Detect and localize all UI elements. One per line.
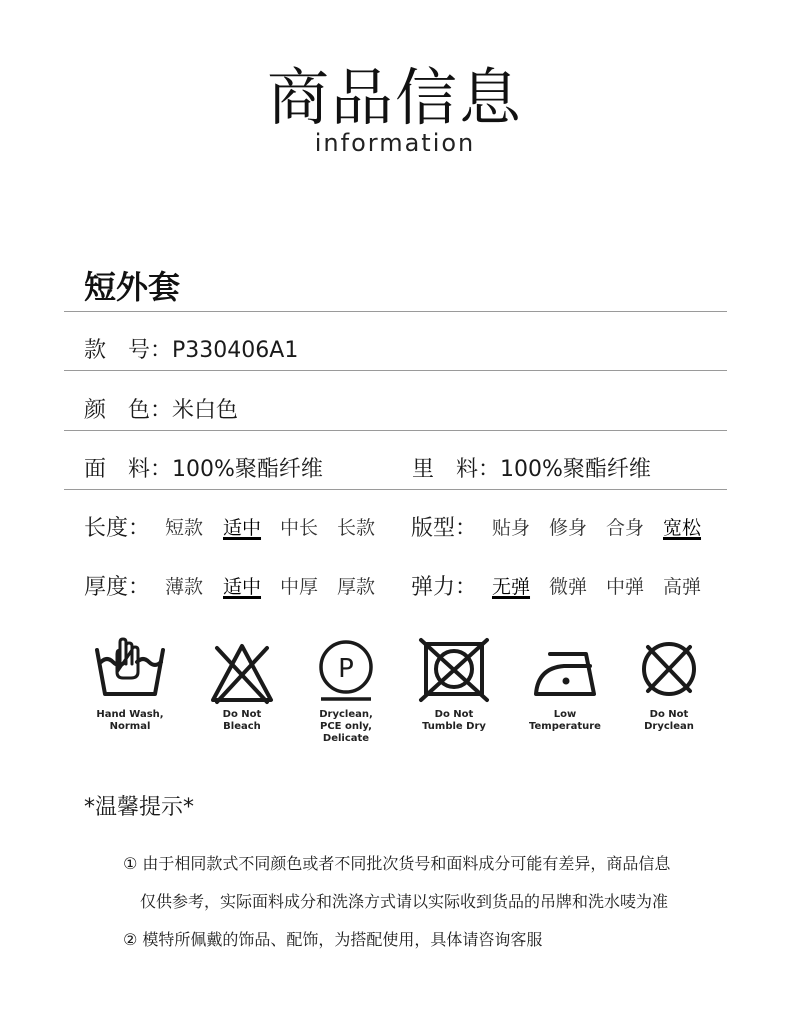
option-fit-0: 贴身	[492, 517, 531, 539]
low-temperature-iron-icon	[530, 638, 604, 710]
attr-label-thickness: 厚度：	[84, 575, 151, 600]
spec-row-fabric	[84, 455, 323, 485]
care-label-low-temperature: Low Temperature	[529, 709, 601, 732]
option-thickness-0: 薄款	[165, 576, 204, 598]
hand-wash-icon	[93, 632, 167, 704]
spec-row-style-no	[84, 336, 298, 366]
divider	[64, 430, 727, 431]
care-label-do-not-dryclean: Do Not Dryclean	[644, 709, 694, 732]
divider	[64, 311, 727, 312]
spec-value: P330406A1	[172, 338, 299, 363]
option-length-3: 长款	[337, 517, 376, 539]
option-length-0: 短款	[165, 517, 204, 539]
page-title: 商品信息	[266, 61, 523, 134]
option-elasticity-1: 微弹	[549, 576, 588, 598]
option-elasticity-0: 无弹	[492, 576, 531, 598]
spec-label: 款 号：	[84, 338, 173, 363]
option-elasticity-3: 高弹	[663, 576, 702, 598]
dryclean-p-icon	[309, 637, 383, 709]
care-label-dryclean: Dryclean, PCE only, Delicate	[319, 709, 373, 744]
option-fit-2: 合身	[606, 517, 645, 539]
option-thickness-2: 中厚	[280, 576, 319, 598]
notice-line-2: 仅供参考，实际面料成分和洗涤方式请以实际收到货品的吊牌和洗水唛为准	[140, 892, 669, 911]
spec-row-lining	[412, 455, 651, 485]
attr-label-elasticity: 弹力：	[411, 575, 478, 600]
option-fit-3: 宽松	[663, 517, 702, 539]
svg-text:P: P	[338, 654, 354, 684]
do-not-tumble-dry-icon	[417, 636, 491, 708]
do-not-dryclean-icon	[632, 637, 706, 709]
option-thickness-3: 厚款	[337, 576, 376, 598]
attr-label-fit: 版型：	[411, 516, 478, 541]
attr-label-length: 长度：	[84, 516, 151, 541]
care-label-do-not-tumble-dry: Do Not Tumble Dry	[422, 709, 486, 732]
page-subtitle: information	[314, 129, 476, 157]
spec-label: 里 料：	[412, 457, 501, 482]
spec-value: 100%聚酯纤维	[172, 457, 323, 482]
product-name: 短外套	[84, 268, 181, 306]
spec-label: 颜 色：	[84, 398, 173, 423]
option-elasticity-2: 中弹	[606, 576, 645, 598]
spec-value: 100%聚酯纤维	[500, 457, 651, 482]
option-length-1: 适中	[223, 517, 262, 539]
divider	[64, 489, 727, 490]
spec-label: 面 料：	[84, 457, 173, 482]
option-thickness-1: 适中	[223, 576, 262, 598]
notice-line-1: ① 由于相同款式不同颜色或者不同批次货号和面料成分可能有差异，商品信息	[123, 854, 671, 873]
care-label-hand-wash: Hand Wash, Normal	[96, 709, 164, 732]
divider	[64, 370, 727, 371]
notice-line-3: ② 模特所佩戴的饰品、配饰，为搭配使用，具体请咨询客服	[123, 930, 543, 949]
option-fit-1: 修身	[549, 517, 588, 539]
notice-title: *温馨提示*	[84, 795, 195, 820]
spec-row-color	[84, 396, 238, 426]
spec-value: 米白色	[172, 398, 239, 423]
do-not-bleach-icon	[205, 640, 279, 712]
option-length-2: 中长	[280, 517, 319, 539]
care-label-do-not-bleach: Do Not Bleach	[222, 709, 262, 732]
